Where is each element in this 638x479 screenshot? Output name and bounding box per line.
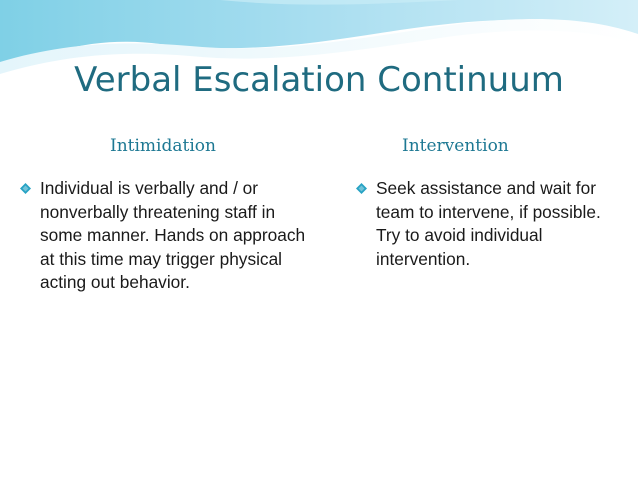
intimidation-bullet-list (20, 177, 310, 295)
column-header-intimidation: Intimidation (110, 136, 216, 156)
list-item (356, 177, 616, 271)
slide-title: Verbal Escalation Continuum (74, 60, 564, 100)
diamond-bullet-icon (356, 183, 367, 194)
intervention-bullet-text: Seek assistance and wait for team to intervene, if possible. Try to avoid individual intervention. (376, 178, 601, 269)
diamond-bullet-icon (20, 183, 31, 194)
list-item (20, 177, 310, 295)
intervention-bullet-list (356, 177, 616, 271)
column-header-intervention: Intervention (402, 136, 509, 156)
intimidation-bullet-text: Individual is verbally and / or nonverbally threatening staff in some manner. Hands on approach at this time may trigger physical acting out behavior. (40, 178, 306, 292)
